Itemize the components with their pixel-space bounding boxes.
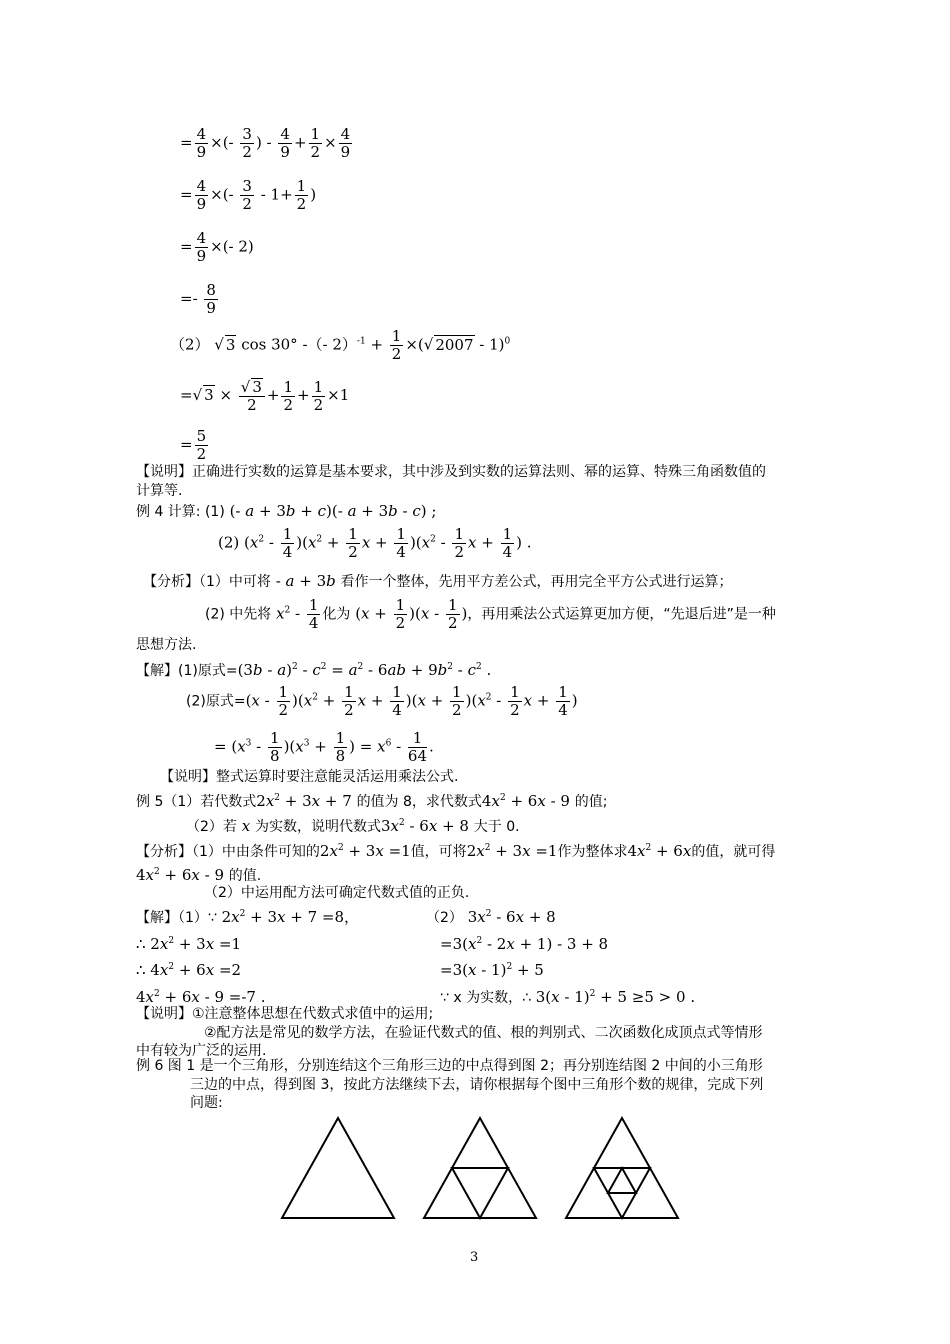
ex5-question-2: （2）若 x 为实数，说明代数式$3x^2 - 6x + 8$ 大于 0. <box>186 817 520 835</box>
ex4-solution-3: = ($x^3$ - $\frac{1}{8}$ )($x^3$ + $\frac{1}{8}$ ) = $x^6$ - $\frac{1}{64}$ . <box>214 729 434 765</box>
ex4-question-1: 例 4 计算: (1) (- a + 3b + c)(- a + 3b - c) ; <box>136 502 437 520</box>
step-line-3: = $\frac{4}{9}$ ×(- 2) <box>180 229 254 265</box>
ex5-note-2: ②配方法是常见的数学方法，在验证代数式的值、根的判别式、二次函数化成顶点式等情形 <box>204 1025 763 1041</box>
ex5-question-1: 例 5（1）若代数式$2x^2 + 3x + 7$ 的值为 8，求代数式$4x^2 + 6x - 9$ 的值; <box>136 792 608 810</box>
ex4-question-2: (2) ($x^2$ - $\frac{1}{4}$ )($x^2$ + $\frac{1}{2}$ x + $\frac{1}{4}$ )($x^2$ - $\frac{1}{2}$ x + $\frac{1}{4}$ ) . <box>218 525 532 561</box>
ex6-line-1: 例 6 图 1 是一个三角形，分别连结这个三角形三边的中点得到图 2；再分别连结图 2 中间的小三角形 <box>136 1058 763 1074</box>
page-number: 3 <box>470 1250 479 1265</box>
ex5-analysis-3: （2）中运用配方法可确定代数式值的正负. <box>204 885 470 901</box>
figure-3-triangles <box>566 1118 678 1218</box>
part2-expression: （2） √ 3 cos 30° -（- 2）$^{-1}$ + $\frac{1}{2}$ ×(√ 2007 - 1)$^0$ <box>170 327 511 363</box>
triangle-figures <box>270 1110 690 1225</box>
figure-2-triangles <box>424 1118 536 1218</box>
ex5-analysis-1: 【分析】（1）中由条件可知的$2x^2 + 3x =1$值，可将$2x^2 + 3x =1$作为整体求$4x^2 + 6x$的值，就可得 <box>136 842 776 860</box>
ex5-sol-right-4: ∵ x 为实数，∴ 3(x - 1)$^2$ + 5 ≥5 > 0 . <box>440 988 696 1006</box>
step-line-1: = $\frac{4}{9}$ ×(- $\frac{3}{2}$ ) - $\frac{4}{9}$ + $\frac{1}{2}$ × $\frac{4}{9}$ <box>180 125 351 161</box>
ex4-note: 【说明】整式运算时要注意能灵活运用乘法公式. <box>160 769 459 785</box>
ex5-sol-right-3: =3(x - 1)$^2$ + 5 <box>440 961 544 979</box>
explain-3: 【说明】正确进行实数的运算是基本要求，其中涉及到实数的运算法则、幂的运算、特殊三角函数值的 <box>136 464 766 480</box>
ex4-analysis-3: 思想方法. <box>136 637 197 653</box>
ex5-sol-right-1: （2） $3x^2 - 6x + 8$ <box>426 908 556 926</box>
explain-3-cont: 计算等. <box>136 483 183 499</box>
ex5-sol-right-2: $=3(x^2 - 2x + 1) - 3 + 8$ <box>440 935 609 953</box>
ex5-analysis-2: $4x^2 + 6x - 9$ 的值. <box>136 866 262 884</box>
ex4-analysis-2: (2) 中先将 $x^2$ - $\frac{1}{4}$ 化为 (x + $\frac{1}{2}$ )(x - $\frac{1}{2}$ )，再用乘法公式运算更加方便，“先退后进”是一种 <box>205 596 776 632</box>
ex6-line-3: 问题: <box>190 1095 223 1111</box>
ex4-solution-2: (2)原式=(x - $\frac{1}{2}$ )($x^2$ + $\frac{1}{2}$ x + $\frac{1}{4}$ )(x + $\frac{1}{2}$ )($x^2$ - $\frac{1}{2}$ x + $\frac{1}{4}$ ) <box>186 683 578 719</box>
ex4-analysis-1: 【分析】（1）中可将 - a + 3b 看作一个整体，先用平方差公式，再用完全平方公式进行运算； <box>143 572 733 590</box>
ex6-line-2: 三边的中点，得到图 3，按此方法继续下去，请你根据每个图中三角形个数的规律，完成下列 <box>190 1077 764 1093</box>
ex5-sol-left-2: ∴ $2x^2 + 3x =1$ <box>136 935 242 953</box>
part2-step-2: = $\frac{5}{2}$ <box>180 427 207 463</box>
ex5-sol-left-1: 【解】（1）∵ $2x^2 + 3x + 7 =8$， <box>136 908 359 926</box>
ex5-sol-left-3: ∴ $4x^2 + 6x =2$ <box>136 961 242 979</box>
step-line-2: = $\frac{4}{9}$ ×(- $\frac{3}{2}$ - 1+ $\frac{1}{2}$ ) <box>180 177 317 213</box>
figure-1-triangle <box>282 1118 394 1218</box>
ex4-solution-1: 【解】(1)原式$=(3b - a)^2 - c^2 = a^2 - 6ab + 9b^2 - c^2$ . <box>136 661 492 679</box>
ex5-note-1: 【说明】①注意整体思想在代数式求值中的运用; <box>136 1006 434 1022</box>
part2-step-1: =√ 3 × $\frac{√ 3}{2}$ + $\frac{1}{2}$ + $\frac{1}{2}$ ×1 <box>180 377 350 414</box>
ex5-note-3: 中有较为广泛的运用. <box>136 1043 267 1059</box>
step-line-4: =- $\frac{8}{9}$ <box>180 281 216 317</box>
ex5-sol-left-4: $4x^2 + 6x - 9 =-7$ . <box>136 988 266 1006</box>
